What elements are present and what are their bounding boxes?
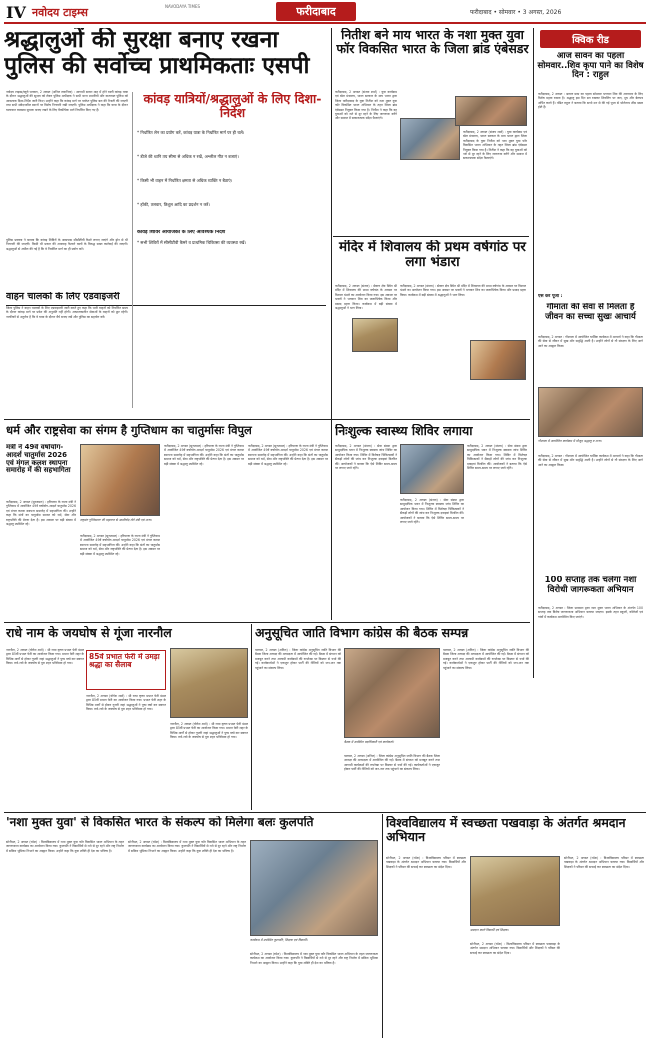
lead-headline-line2: पुलिस की सर्वोच्च प्राथमिकताः एसपी bbox=[4, 52, 310, 79]
brand-logo: नवोदय टाइम्स bbox=[32, 6, 88, 19]
quick-read-photo-caption: गौशाला में आयोजित कार्यक्रम में मौजूद श्रद्धालु व अन्य। bbox=[538, 439, 602, 444]
page-number: IV bbox=[6, 3, 26, 22]
congress-body-col3: पलवल, 2 अगस्त (अनिल) : जिला कांग्रेस अनुसूचित जाति विभाग की बैठक जिला अध्यक्ष की अध्यक्षता में आयोजित की गई। बैठक में संगठन को मजबूत करने तथा आगामी कार्यक्रमों की रूपरेखा पर विस्तार से चर्चा की गई। कार्यकर्ताओं ने एकजुट होकर पार्टी की नीतियों को जन-जन तक पहुंचाने का संकल्प लिया। bbox=[443, 648, 529, 670]
section-rule bbox=[4, 812, 646, 813]
vc-caption: कार्यक्रम में उपस्थित कुलपति, शिक्षक एवं विद्यार्थी। bbox=[250, 938, 308, 942]
section-rule bbox=[333, 236, 529, 237]
vc-headline: 'नशा मुक्त युवा' से विकसित भारत के संकल्प को मिलेगा बलः कुलपति bbox=[6, 816, 314, 829]
section-rule bbox=[4, 622, 530, 623]
quick-read-item1-body: फरीदाबाद, 2 अगस्त : श्रावण मास का पहला सोमवार भगवान शिव की आराधना के लिए विशेष महत्व रखता है। श्रद्धालु इस दिन व्रत रखकर शिवलिंग पर जल, दूध और बेलपत्र अर्पित करते हैं। पंडित राहुल ने बताया कि सच्चे मन से की गई पूजा से भोलेनाथ शीघ्र प्रसन्न होते हैं। bbox=[538, 92, 643, 110]
camp-body: फरीदाबाद, 2 अगस्त (संजय) : सेवा संस्था द्वारा सामुदायिक भवन में निःशुल्क स्वास्थ्य जांच शिविर का आयोजन किया गया। शिविर में विशेषज्ञ चिकित्सकों ने सैकड़ों लोगों की जांच कर निःशुल्क दवाइयां वितरित कीं। आयोजकों ने बताया कि ऐसे शिविर समय-समय पर लगाए जाते रहेंगे। bbox=[335, 444, 397, 471]
brand-logo-english: NAVODAYA TIMES bbox=[165, 4, 201, 9]
section-name: फरीदाबाद bbox=[276, 2, 356, 21]
column-rule bbox=[382, 814, 383, 1038]
masthead bbox=[0, 0, 650, 24]
guidelines-subheading: कांवड़ शिविर आयोजकों के लिए आवश्यक निर्देश bbox=[137, 230, 226, 235]
guptisagar-body-col4: फरीदाबाद, 2 अगस्त (सुरजमल) : हरियाणा के राज्य मंत्री ने गुप्तिधाम में आयोजित 49वें वर्षायोग-आदर्श चातुर्मास 2026 एवं मंगल कलश स्थापना समारोह में सहभागिता की। उन्होंने कहा कि संतों का चातुर्मास समाज को धर्म, सेवा और राष्ट्रभक्ति की प्रेरणा देता है। इस अवसर पर बड़ी संख्या में श्रद्धालु उपस्थित रहे। bbox=[248, 444, 328, 466]
column-rule bbox=[331, 420, 332, 620]
radhe-inset bbox=[86, 650, 166, 690]
swachh-caption: श्रमदान करते विद्यार्थी एवं शिक्षक। bbox=[470, 928, 509, 932]
camp-body-continued: फरीदाबाद, 2 अगस्त (संजय) : सेवा संस्था द्वारा सामुदायिक भवन में निःशुल्क स्वास्थ्य जांच शिविर का आयोजन किया गया। शिविर में विशेषज्ञ चिकित्सकों ने सैकड़ों लोगों की जांच कर निःशुल्क दवाइयां वितरित कीं। आयोजकों ने बताया कि ऐसे शिविर समय-समय पर लगाए जाते रहेंगे। bbox=[400, 498, 464, 525]
guptisagar-caption: राष्ट्रसंत गुप्तिसागर जी महाराज से आशीर्वाद लेते मंत्री एवं अन्य। bbox=[80, 518, 152, 522]
guideline-item: * किसी भी वाहन में निर्धारित क्षमता से अधिक व्यक्ति न बैठाएं। bbox=[137, 178, 233, 183]
swachh-body-col3: सोनीपत, 2 अगस्त (रमेश) : विश्वविद्यालय परिसर में स्वच्छता पखवाड़ा के अंतर्गत श्रमदान अभियान चलाया गया। विद्यार्थियों और शिक्षकों ने परिसर की सफाई कर स्वच्छता का संदेश दिया। bbox=[564, 856, 644, 869]
lead-sub-body: जिला पुलिस ने वाहन चालकों के लिए एडवाइजरी जारी करते हुए कहा कि भारी वाहनों को निर्धारित समय के दौरान कांवड़ मार्ग पर प्रवेश की अनुमति नहीं होगी। आपातकालीन सेवाओं के वाहनों को छूट रहेगी। नागरिकों से अनुरोध है कि वे यात्रा के दौरान धैर्य बनाए रखें और पुलिस का सहयोग करें। bbox=[6, 306, 128, 319]
swachh-body: सोनीपत, 2 अगस्त (रमेश) : विश्वविद्यालय परिसर में स्वच्छता पखवाड़ा के अंतर्गत श्रमदान अभियान चलाया गया। विद्यार्थियों और शिक्षकों ने परिसर की सफाई कर स्वच्छता का संदेश दिया। bbox=[386, 856, 466, 869]
guptisagar-headline: धर्म और राष्ट्रसेवा का संगम है गुप्तिधाम का चातुर्मासः विपुल bbox=[6, 424, 252, 437]
quick-read-item2-title: गौमाता की सेवा से मिलता है जीवन का सच्चा सुखः आचार्य bbox=[545, 303, 636, 322]
congress-body: पलवल, 2 अगस्त (अनिल) : जिला कांग्रेस अनुसूचित जाति विभाग की बैठक जिला अध्यक्ष की अध्यक्षता में आयोजित की गई। बैठक में संगठन को मजबूत करने तथा आगामी कार्यक्रमों की रूपरेखा पर विस्तार से चर्चा की गई। कार्यकर्ताओं ने एकजुट होकर पार्टी की नीतियों को जन-जन तक पहुंचाने का संकल्प लिया। bbox=[255, 648, 341, 670]
section-rule bbox=[4, 419, 530, 420]
nitish-headline: नितीश बने माय भारत के नशा मुक्त युवा फॉर विकसित भारत के जिला ब्रांड एंबेसडर bbox=[336, 28, 529, 56]
lead-headline-line1: श्रद्धालुओं की सुरक्षा बनाए रखना bbox=[4, 28, 279, 53]
nitish-photo-2 bbox=[455, 96, 527, 126]
guideline-item: * निर्धारित लेन का प्रयोग करें, कांवड़ यात्रा के निर्धारित मार्ग पर ही चलें। bbox=[137, 130, 245, 135]
mandir-photo bbox=[352, 318, 398, 352]
quick-read-label: क्विक रीड bbox=[540, 30, 641, 48]
guptisagar-photo bbox=[80, 444, 160, 516]
mandir-body: फरीदाबाद, 2 अगस्त (संजय) : सेक्टर क्षेत्र स्थित श्री मंदिर में शिवालय की प्रथम वर्षगांठ के अवसर पर विशाल भंडारे का आयोजन किया गया। इस अवसर पर भक्तों ने भगवान शिव का जलाभिषेक किया और प्रसाद ग्रहण किया। कार्यक्रम में बड़ी संख्या में श्रद्धालुओं ने भाग लिया। bbox=[335, 284, 397, 311]
lead-body: नवोदय टाइम्स/ब्यूरो पलवल, 2 अगस्त (अनिल लवानिया) : आगामी सावन माह में होने वाली कांवड़ यात्रा के दौरान श्रद्धालुओं की सुरक्षा को लेकर पुलिस अधीक्षक ने सभी थाना प्रभारियों और यातायात पुलिस को आवश्यक दिशा-निर्देश जारी किए। उन्होंने कहा कि कांवड़ मार्ग पर पर्याप्त पुलिस बल की तैनाती की जाएगी तथा सभी संवेदनशील स्थानों पर विशेष निगरानी रखी जाएगी। पुलिस अधीक्षक ने कहा कि यात्रा के दौरान यातायात व्यवस्था सुचारू बनाए रखने के लिए वैकल्पिक मार्ग निर्धारित किए गए हैं। bbox=[6, 90, 128, 112]
vc-body: सोनीपत, 2 अगस्त (रमेश) : विश्वविद्यालय में नशा मुक्त युवा फॉर विकसित भारत अभियान के तहत जागरूकता कार्यक्रम का आयोजन किया गया। कुलपति ने विद्यार्थियों से नशे से दूर रहने और राष्ट्र निर्माण में सक्रिय भूमिका निभाने का आह्वान किया। उन्होंने कहा कि युवा शक्ति ही देश का भविष्य है। bbox=[6, 840, 124, 853]
radhe-body-continued: नारनौल, 2 अगस्त (योगेश शर्मा) : श्री राधा कृष्ण प्रभात फेरी मंडल द्वारा 85वीं प्रभात फेरी का आयोजन किया गया। प्रभात फेरी शहर के विभिन्न मार्गों से होकर गुजरी जहां श्रद्धालुओं ने पुष्प वर्षा कर स्वागत किया। राधे-राधे के जयघोष से पूरा शहर भक्तिमय हो गया। bbox=[86, 694, 166, 712]
nitish-body-continued: फरीदाबाद, 2 अगस्त (संजय शर्मा) : युवा कार्यक्रम एवं खेल मंत्रालय, भारत सरकार के माय भारत द्वारा जिला फरीदाबाद के युवा नितीश को नशा मुक्त युवा फॉर विकसित भारत अभियान के तहत जिला ब्रांड एंबेसडर नियुक्त किया गया है। नितीश ने कहा कि वह युवाओं को नशे से दूर रहने के लिए जागरूक करेंगे और समाज में सकारात्मक संदेश फैलाएंगे। bbox=[463, 130, 527, 161]
lead-headline bbox=[4, 28, 330, 80]
swachh-body-col2: सोनीपत, 2 अगस्त (रमेश) : विश्वविद्यालय परिसर में स्वच्छता पखवाड़ा के अंतर्गत श्रमदान अभियान चलाया गया। विद्यार्थियों और शिक्षकों ने परिसर की सफाई कर स्वच्छता का संदेश दिया। bbox=[470, 942, 560, 955]
congress-headline: अनुसूचित जाति विभाग कांग्रेस की बैठक सम्पन्न bbox=[255, 626, 469, 640]
mandir-body-continued: फरीदाबाद, 2 अगस्त (संजय) : सेक्टर क्षेत्र स्थित श्री मंदिर में शिवालय की प्रथम वर्षगांठ के अवसर पर विशाल भंडारे का आयोजन किया गया। इस अवसर पर भक्तों ने भगवान शिव का जलाभिषेक किया और प्रसाद ग्रहण किया। कार्यक्रम में बड़ी संख्या में श्रद्धालुओं ने भाग लिया। bbox=[400, 284, 526, 297]
radhe-inset-title: 85वें प्रभात फेरी में उमड़ा श्रद्धा का सैलाब bbox=[89, 653, 160, 670]
quick-read-sidebar bbox=[533, 28, 647, 678]
swachh-photo bbox=[470, 856, 560, 926]
camp-photo bbox=[400, 444, 464, 494]
nitish-photo bbox=[400, 118, 460, 160]
masthead-rule bbox=[4, 22, 646, 24]
vc-body-col2: सोनीपत, 2 अगस्त (रमेश) : विश्वविद्यालय में नशा मुक्त युवा फॉर विकसित भारत अभियान के तहत जागरूकता कार्यक्रम का आयोजन किया गया। कुलपति ने विद्यार्थियों से नशे से दूर रहने और राष्ट्र निर्माण में सक्रिय भूमिका निभाने का आह्वान किया। उन्होंने कहा कि युवा शक्ति ही देश का भविष्य है। bbox=[128, 840, 246, 853]
radhe-body: नारनौल, 2 अगस्त (योगेश शर्मा) : श्री राधा कृष्ण प्रभात फेरी मंडल द्वारा 85वीं प्रभात फेरी का आयोजन किया गया। प्रभात फेरी शहर के विभिन्न मार्गों से होकर गुजरी जहां श्रद्धालुओं ने पुष्प वर्षा कर स्वागत किया। राधे-राधे के जयघोष से पूरा शहर भक्तिमय हो गया। bbox=[6, 648, 84, 666]
lead-subheading: वाहन चालकों के लिए एडवाइजरी bbox=[6, 292, 326, 306]
column-rule bbox=[251, 624, 252, 810]
quick-read-item2-body: फरीदाबाद, 2 अगस्त : गौशाला में आयोजित धार्मिक कार्यक्रम में आचार्य ने कहा कि गौमाता की सेवा से जीवन में सुख और समृद्धि आती है। उन्होंने लोगों से गौ संरक्षण के लिए आगे आने का आह्वान किया। bbox=[538, 335, 643, 348]
mandir-headline: मंदिर में शिवालय की प्रथम वर्षगांठ पर लगा भंडारा bbox=[339, 240, 526, 271]
lead-guidelines-box bbox=[132, 92, 328, 408]
swachh-headline: विश्वविद्यालय में स्वच्छता पखवाड़ा के अंतर्गत श्रमदान अभियान bbox=[386, 816, 626, 844]
radhe-headline: राधे नाम के जयघोष से गूंजा नारनौल bbox=[6, 626, 172, 640]
guideline-item: * सभी शिविरों में सीसीटीवी कैमरे व प्राथमिक चिकित्सा की व्यवस्था रखें। bbox=[137, 239, 247, 245]
nitish-body: फरीदाबाद, 2 अगस्त (संजय शर्मा) : युवा कार्यक्रम एवं खेल मंत्रालय, भारत सरकार के माय भारत द्वारा जिला फरीदाबाद के युवा नितीश को नशा मुक्त युवा फॉर विकसित भारत अभियान के तहत जिला ब्रांड एंबेसडर नियुक्त किया गया है। नितीश ने कहा कि वह युवाओं को नशे से दूर रहने के लिए जागरूक करेंगे और समाज में सकारात्मक संदेश फैलाएंगे। bbox=[335, 90, 397, 121]
vc-photo bbox=[250, 840, 378, 936]
congress-body-continued: पलवल, 2 अगस्त (अनिल) : जिला कांग्रेस अनुसूचित जाति विभाग की बैठक जिला अध्यक्ष की अध्यक्षता में आयोजित की गई। बैठक में संगठन को मजबूत करने तथा आगामी कार्यक्रमों की रूपरेखा पर विस्तार से चर्चा की गई। कार्यकर्ताओं ने एकजुट होकर पार्टी की नीतियों को जन-जन तक पहुंचाने का संकल्प लिया। bbox=[344, 754, 440, 772]
guideline-item: * हॉकी, तलवार, त्रिशूल आदि का प्रदर्शन न करें। bbox=[137, 202, 210, 207]
guidelines-list bbox=[137, 130, 328, 300]
quick-read-item2-body-continued: फरीदाबाद, 2 अगस्त : गौशाला में आयोजित धार्मिक कार्यक्रम में आचार्य ने कहा कि गौमाता की सेवा से जीवन में सुख और समृद्धि आती है। उन्होंने लोगों से गौ संरक्षण के लिए आगे आने का आह्वान किया। bbox=[538, 454, 643, 467]
camp-headline: निःशुल्क स्वास्थ्य शिविर लगाया bbox=[335, 424, 473, 438]
guptisagar-body-continued: फरीदाबाद, 2 अगस्त (सुरजमल) : हरियाणा के राज्य मंत्री ने गुप्तिधाम में आयोजित 49वें वर्षायोग-आदर्श चातुर्मास 2026 एवं मंगल कलश स्थापना समारोह में सहभागिता की। उन्होंने कहा कि संतों का चातुर्मास समाज को धर्म, सेवा और राष्ट्रभक्ति की प्रेरणा देता है। इस अवसर पर बड़ी संख्या में श्रद्धालु उपस्थित रहे। bbox=[80, 534, 160, 556]
congress-caption: बैठक में उपस्थित पदाधिकारी एवं कार्यकर्ता। bbox=[344, 740, 394, 744]
vc-body-col3: सोनीपत, 2 अगस्त (रमेश) : विश्वविद्यालय में नशा मुक्त युवा फॉर विकसित भारत अभियान के तहत जागरूकता कार्यक्रम का आयोजन किया गया। कुलपति ने विद्यार्थियों से नशे से दूर रहने और राष्ट्र निर्माण में सक्रिय भूमिका निभाने का आह्वान किया। उन्होंने कहा कि युवा शक्ति ही देश का भविष्य है। bbox=[250, 952, 378, 965]
guidelines-title: कांवड़ यात्रियों/श्रद्धालुओं के लिए दिशा-निर्देश bbox=[143, 92, 322, 120]
quick-read-item3-title: 100 सप्ताह तक चलेगा नशा विरोधी जागरूकता अभियान bbox=[544, 576, 637, 595]
quick-read-photo bbox=[538, 387, 643, 437]
guptisagar-body: फरीदाबाद, 2 अगस्त (सुरजमल) : हरियाणा के राज्य मंत्री ने गुप्तिधाम में आयोजित 49वें वर्षायोग-आदर्श चातुर्मास 2026 एवं मंगल कलश स्थापना समारोह में सहभागिता की। उन्होंने कहा कि संतों का चातुर्मास समाज को धर्म, सेवा और राष्ट्रभक्ति की प्रेरणा देता है। इस अवसर पर बड़ी संख्या में श्रद्धालु उपस्थित रहे। bbox=[6, 500, 76, 527]
camp-body-col3: फरीदाबाद, 2 अगस्त (संजय) : सेवा संस्था द्वारा सामुदायिक भवन में निःशुल्क स्वास्थ्य जांच शिविर का आयोजन किया गया। शिविर में विशेषज्ञ चिकित्सकों ने सैकड़ों लोगों की जांच कर निःशुल्क दवाइयां वितरित कीं। आयोजकों ने बताया कि ऐसे शिविर समय-समय पर लगाए जाते रहेंगे। bbox=[467, 444, 527, 471]
congress-photo bbox=[344, 648, 440, 738]
dateline: फरीदाबाद • सोमवार • 3 अगस्त, 2026 bbox=[470, 9, 562, 16]
quick-read-item2-subhead: ऐसे करें पूजा : bbox=[538, 294, 563, 299]
lead-body-continued: पुलिस प्रवक्ता ने बताया कि कांवड़ शिविरों के आसपास सीसीटीवी कैमरे लगाए जाएंगे और ड्रोन से भी निगरानी की जाएगी। किसी भी प्रकार की अफवाह फैलाने वालों के विरुद्ध सख्त कार्रवाई की जाएगी। श्रद्धालुओं से अपील की गई है कि वे निर्धारित मार्ग का ही प्रयोग करें। bbox=[6, 238, 128, 251]
guideline-item: * डीजे की ध्वनि तय सीमा से अधिक न रखें, अश्लील गीत न बजाएं। bbox=[137, 154, 239, 159]
quick-read-item1-title: आज सावन का पहला सोमवार..शिव कृपा पाने का विशेष दिन : राहुल bbox=[537, 52, 644, 81]
quick-read-item3-body: फरीदाबाद, 2 अगस्त : जिला प्रशासन द्वारा नशा मुक्त भारत अभियान के अंतर्गत 100 सप्ताह तक विशेष जागरूकता अभियान चलाया जाएगा। इसके तहत स्कूलों, कॉलेजों एवं गांवों में कार्यक्रम आयोजित किए जाएंगे। bbox=[538, 606, 643, 619]
guptisagar-body-col3: फरीदाबाद, 2 अगस्त (सुरजमल) : हरियाणा के राज्य मंत्री ने गुप्तिधाम में आयोजित 49वें वर्षायोग-आदर्श चातुर्मास 2026 एवं मंगल कलश स्थापना समारोह में सहभागिता की। उन्होंने कहा कि संतों का चातुर्मास समाज को धर्म, सेवा और राष्ट्रभक्ति की प्रेरणा देता है। इस अवसर पर बड़ी संख्या में श्रद्धालु उपस्थित रहे। bbox=[164, 444, 244, 466]
radhe-body-col3: नारनौल, 2 अगस्त (योगेश शर्मा) : श्री राधा कृष्ण प्रभात फेरी मंडल द्वारा 85वीं प्रभात फेरी का आयोजन किया गया। प्रभात फेरी शहर के विभिन्न मार्गों से होकर गुजरी जहां श्रद्धालुओं ने पुष्प वर्षा कर स्वागत किया। राधे-राधे के जयघोष से पूरा शहर भक्तिमय हो गया। bbox=[170, 722, 248, 740]
radhe-photo bbox=[170, 648, 248, 718]
guptisagar-kicker: मंत्री ने 49वें वर्षायोग-आदर्श चातुर्मास 2026 एवं मंगल कलश स्थापना समारोह में की सहभागिता bbox=[6, 444, 71, 475]
